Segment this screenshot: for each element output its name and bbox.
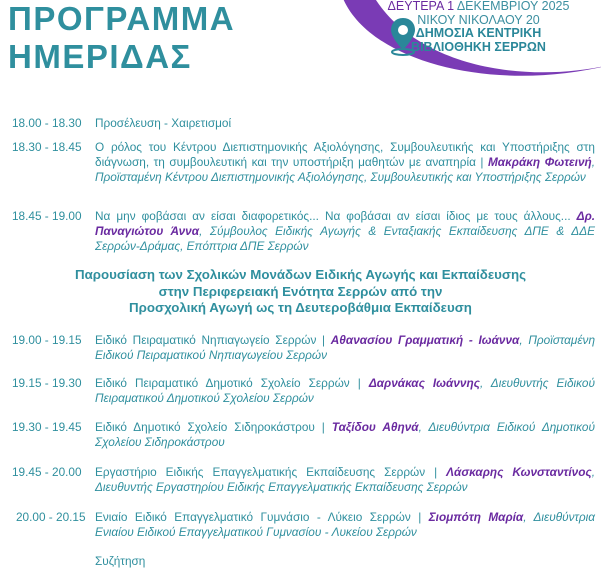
- page-title: [8, 0, 235, 76]
- time-slot: 19.00 - 19.15: [12, 333, 82, 347]
- event-address: ΝΙΚΟΥ ΝΙΚΟΛΑΟΥ 20: [417, 12, 540, 27]
- speaker-name: Δαρνάκας Ιωάννης: [368, 376, 480, 390]
- section-heading: [20, 267, 581, 317]
- time-slot: 19.15 - 19.30: [12, 376, 82, 390]
- speaker-role: , Προϊσταμένη Ειδικού Πειραματικού Νηπιαγωγείου Σερρών: [95, 333, 595, 362]
- time-slot: 18.45 - 19.00: [12, 209, 82, 223]
- speaker-role: , Προϊσταμένη Κέντρου Διεπιστημονικής Αξιολόγησης, Συμβουλευτικής και Υποστήριξης Σερρών: [95, 154, 595, 184]
- school-description: [95, 376, 595, 406]
- title-line-2: ΗΜΕΡΙΔΑΣ: [8, 38, 192, 75]
- speaker-role: , Σύμβουλος Ειδικής Αγωγής & Ενταξιακής Εκπαίδευσης ΔΠΕ & ΔΔΕ Σερρών-Δράμας, Επόπτρια ΔΠΕ Σερρών: [95, 223, 595, 253]
- program-description: [95, 116, 595, 131]
- speaker-name: Σιομπότη Μαρία: [428, 510, 524, 524]
- program-text: Ο ρόλος του Κέντρου Διεπιστημονικής Αξιολόγησης, Συμβουλευτικής και Υποστήριξης στη διάγνωση, τη συμβουλευτική και την υποστήριξη μαθητών με αναπηρία |: [95, 140, 595, 169]
- program-description: [95, 140, 595, 184]
- speaker-role: , Διευθύντρια Ενιαίου Ειδικού Επαγγελματικού Γυμνασίου - Λυκείου Σερρών: [95, 510, 595, 539]
- event-day: ΔΕΥΤΕΡΑ 1: [387, 0, 455, 13]
- time-slot: 19.30 - 19.45: [12, 420, 82, 434]
- title-line-1: ΠΡΟΓΡΑΜΜΑ: [8, 0, 236, 37]
- section-heading-line-1: Παρουσίαση των Σχολικών Μονάδων Ειδικής Αγωγής και Εκπαίδευσης: [74, 267, 527, 282]
- closing-text: Συζήτηση: [95, 554, 146, 568]
- speaker-name: Δρ. Παναγιώτου Άννα: [95, 209, 595, 238]
- section-heading-line-2: στην Περιφερειακή Ενότητα Σερρών από την: [158, 283, 443, 299]
- time-slot: 18.00 - 18.30: [12, 116, 82, 130]
- time-slot: 18.30 - 18.45: [12, 140, 82, 154]
- event-date-rest: ΔΕΚΕΜΒΡΙΟΥ 2025: [454, 0, 570, 13]
- school-description: [95, 333, 595, 363]
- school-name: Ειδικό Πειραματικό Νηπιαγωγείο Σερρών |: [95, 333, 331, 347]
- school-description: [95, 510, 595, 540]
- school-name: Ειδικό Δημοτικό Σχολείο Σιδηροκάστρου |: [95, 420, 332, 434]
- school-name: Εργαστήριο Ειδικής Επαγγελματικής Εκπαίδευσης Σερρών |: [95, 465, 447, 479]
- speaker-name: Αθανασίου Γραμματική - Ιωάννα: [330, 333, 520, 347]
- section-heading-line-3: Προσχολική Αγωγή ως τη Δευτεροβάθμια Εκπαίδευση: [129, 300, 472, 315]
- program-text: Προσέλευση - Χαιρετισμοί: [95, 116, 232, 130]
- event-date: [356, 0, 601, 14]
- location-pin-icon: [388, 16, 418, 56]
- program-text: Να μην φοβάσαι αν είσαι διαφορετικός... Να φοβάσαι αν είσαι ίδιος με τους άλλους...: [95, 209, 577, 223]
- speaker-name: Μακράκη Φωτεινή: [487, 154, 592, 169]
- speaker-role: , Διευθυντής Ειδικού Πειραματικού Δημοτικού Σχολείου Σερρών: [95, 376, 595, 405]
- school-description: [95, 465, 595, 495]
- program-description: [95, 209, 595, 253]
- speaker-name: Λάσκαρης Κωνσταντίνος: [446, 465, 592, 479]
- event-venue-line-2: ΒΙΒΛΙΟΘΗΚΗ ΣΕΡΡΩΝ: [411, 39, 546, 54]
- time-slot: 20.00 - 20.15: [16, 510, 86, 524]
- event-venue-line-1: ΔΗΜΟΣΙΑ ΚΕΝΤΡΙΚΗ: [415, 26, 542, 40]
- school-name: Ενιαίο Ειδικό Επαγγελματικό Γυμνάσιο - Λύκειο Σερρών |: [95, 510, 429, 524]
- school-description: [95, 420, 595, 450]
- speaker-name: Ταξίδου Αθηνά: [331, 420, 419, 434]
- school-name: Ειδικό Πειραματικό Δημοτικό Σχολείο Σερρών |: [95, 376, 369, 390]
- speaker-role: , Διευθυντής Εργαστηρίου Ειδικής Επαγγελματικής Εκπαίδευσης Σερρών: [95, 465, 595, 494]
- time-slot: 19.45 - 20.00: [12, 465, 82, 479]
- speaker-role: , Διευθύντρια Ειδικού Δημοτικού Σχολείου Σιδηροκάστρου: [95, 420, 595, 449]
